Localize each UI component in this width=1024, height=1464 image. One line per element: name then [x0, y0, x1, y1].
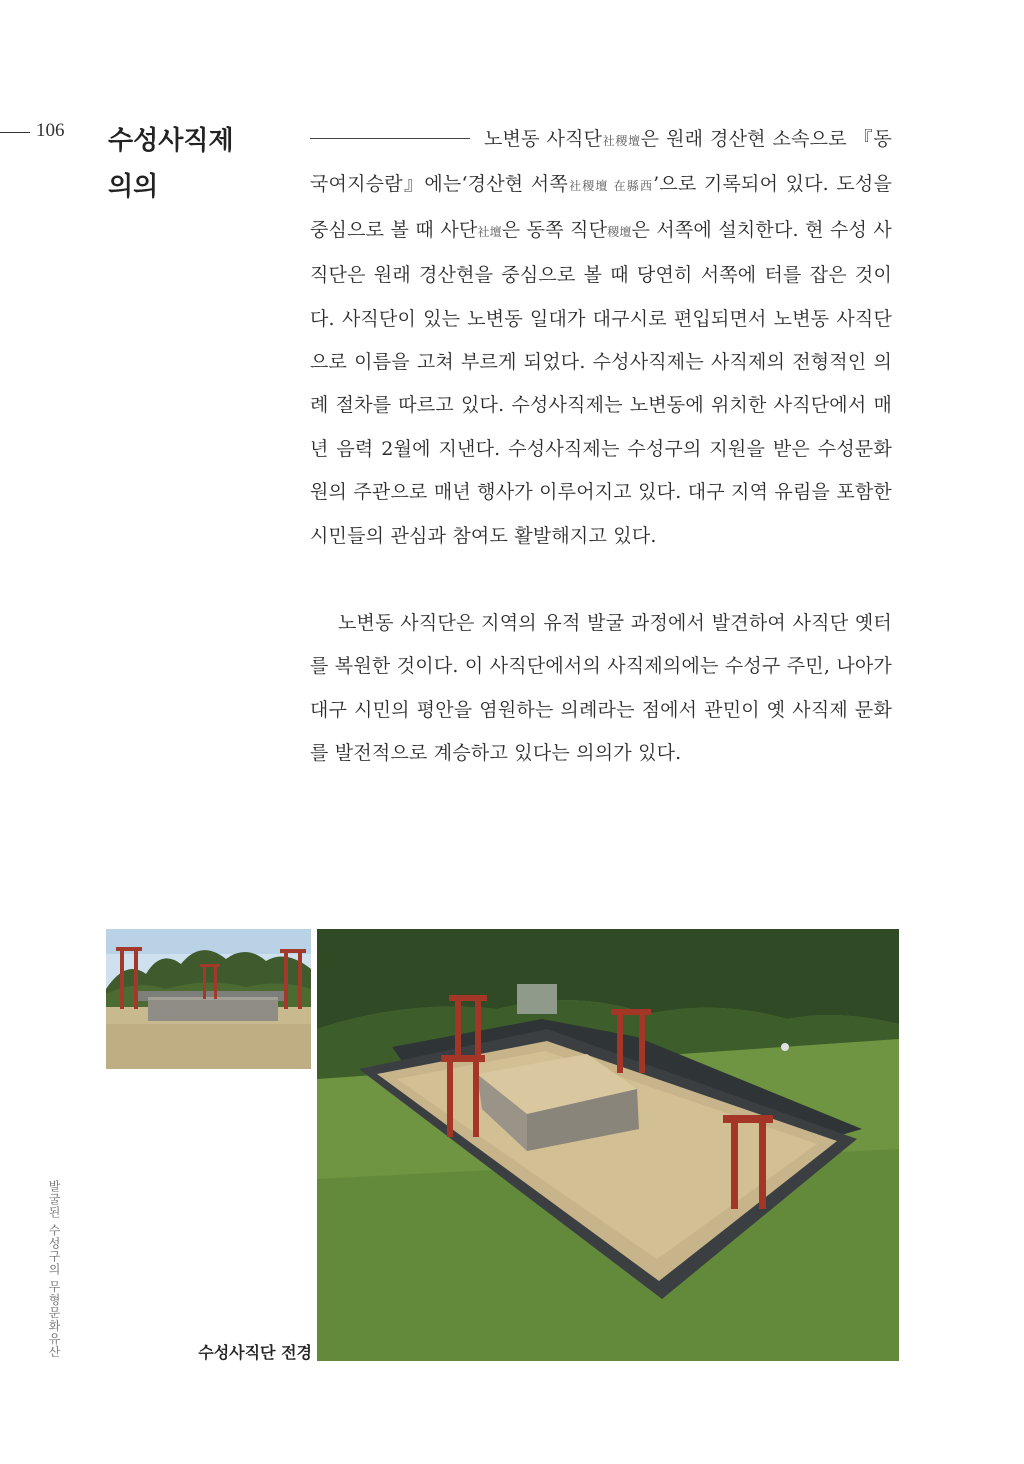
hanja-annotation: 社稷壇 在縣西 — [567, 179, 654, 194]
section-title-line2: 의의 — [108, 172, 159, 202]
hanja-annotation: 社壇 — [477, 224, 502, 239]
altar-photo-small — [106, 929, 311, 1069]
lead-rule — [310, 138, 470, 139]
page-number-rule — [0, 132, 30, 133]
section-title-line1: 수성사직제 — [108, 126, 234, 156]
photo-caption: 수성사직단 전경 — [198, 1343, 312, 1362]
paragraph-2: 노변동 사직단은 지역의 유적 발굴 과정에서 발견하여 사직단 옛터를 복원한 것이다. 이 사직단에서의 사직제의에는 수성구 주민, 나아가 대구 시민의 평안을 염원하는 의례라는 점에서 관민이 옛 사직제 문화를 발전적으로 계승하고 있다는 의의가 있다. — [310, 612, 892, 765]
body-text — [310, 118, 892, 776]
page-number: 106 — [36, 120, 65, 141]
altar-photo-large — [317, 929, 899, 1361]
section-title — [108, 118, 268, 210]
running-footer: 발굴된 수성구의 무형문화유산 — [47, 1180, 61, 1359]
paragraph-1: 노변동 사직단社稷壇은 원래 경산현 소속으로 『동국여지승람』에는‘경산현 서쪽社稷壇 在縣西’으로 기록되어 있다. 도성을 중심으로 볼 때 사단社壇은 동쪽 직단稷壇은 서쪽에 설치한다. 현 수성 사직단은 원래 경산현을 중심으로 볼 때 당연히 서쪽에 터를 잡은 것이다. 사직단이 있는 노변동 일대가 대구시로 편입되면서 노변동 사직단으로 이름을 고쳐 부르게 되었다. 수성사직제는 사직제의 전형적인 의례 절차를 따르고 있다. 수성사직제는 노변동에 위치한 사직단에서 매년 음력 2월에 지낸다. 수성사직제는 수성구의 지원을 받은 수성문화원의 주관으로 매년 행사가 이루어지고 있다. 대구 지역 유림을 포함한 시민들의 관심과 참여도 활발해지고 있다. — [310, 128, 892, 547]
hanja-annotation: 社稷壇 — [602, 134, 641, 148]
hanja-annotation: 稷壇 — [607, 224, 632, 239]
